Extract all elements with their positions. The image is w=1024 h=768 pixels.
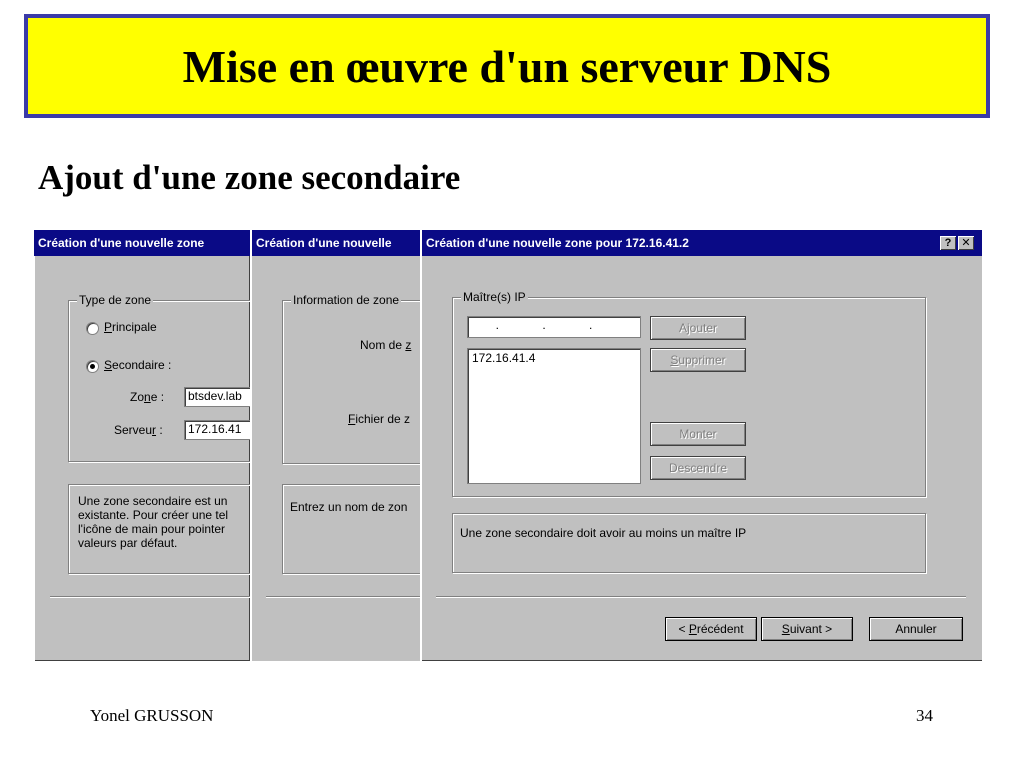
annuler-button[interactable]: Annuler bbox=[869, 617, 963, 641]
radio-principale-label[interactable]: Principale bbox=[104, 320, 157, 334]
slide-title-box bbox=[24, 14, 990, 118]
descendre-button[interactable]: Descendre bbox=[650, 456, 746, 480]
dialog3-description-box bbox=[452, 513, 926, 573]
dialog-ip-masters bbox=[420, 230, 982, 661]
dialog3-title: Création d'une nouvelle zone pour 172.16.41.2 bbox=[426, 236, 689, 250]
dialog-zone-info bbox=[250, 230, 422, 661]
radio-secondaire-label[interactable]: Secondaire : bbox=[104, 358, 172, 372]
help-button[interactable]: ? bbox=[940, 236, 956, 250]
dialog2-titlebar: Création d'une nouvelle bbox=[252, 230, 422, 256]
radio-secondaire[interactable] bbox=[86, 360, 99, 373]
fichier-zone-label: Fichier de z bbox=[348, 412, 411, 426]
slide-title: Mise en œuvre d'un serveur DNS bbox=[182, 40, 832, 92]
dialog1-titlebar: Création d'une nouvelle zone bbox=[34, 230, 250, 256]
footer-author: Yonel GRUSSON bbox=[90, 706, 214, 725]
dialog-zone-type bbox=[34, 230, 250, 661]
dialog3-separator bbox=[436, 596, 966, 598]
dialog3-titlebar bbox=[422, 230, 982, 256]
precedent-button[interactable]: < Précédent bbox=[665, 617, 757, 641]
serveur-label: Serveur : bbox=[114, 423, 163, 437]
footer-page-number: 34 bbox=[916, 706, 933, 725]
monter-button[interactable]: Monter bbox=[650, 422, 746, 446]
zone-info-group bbox=[282, 293, 422, 464]
close-icon[interactable]: ✕ bbox=[958, 236, 974, 250]
ip-master-list[interactable] bbox=[467, 348, 641, 484]
dialog2-description-box bbox=[282, 484, 422, 574]
ajouter-button[interactable]: Ajouter bbox=[650, 316, 746, 340]
dialog1-separator bbox=[50, 596, 250, 598]
ip-address-input[interactable]: . . . bbox=[467, 316, 641, 338]
dialog3-description: Une zone secondaire doit avoir au moins un maître IP bbox=[460, 526, 747, 540]
ip-list-item[interactable]: 172.16.41.4 bbox=[472, 351, 536, 365]
zone-label: Zone : bbox=[130, 390, 165, 404]
slide-subtitle: Ajout d'une zone secondaire bbox=[38, 158, 461, 197]
dialog2-separator bbox=[266, 596, 422, 598]
zone-input[interactable]: btsdev.lab bbox=[184, 387, 250, 407]
dialog1-description: Une zone secondaire est un existante. Pour créer une tel l'icône de main pour pointer valeurs par défaut. bbox=[78, 494, 229, 550]
suivant-button[interactable]: Suivant > bbox=[761, 617, 853, 641]
serveur-input[interactable]: 172.16.41 bbox=[184, 420, 250, 440]
supprimer-button[interactable]: Supprimer bbox=[650, 348, 746, 372]
zone-info-group-label: Information de zone bbox=[293, 293, 400, 307]
dialog2-description: Entrez un nom de zon bbox=[290, 500, 408, 514]
radio-principale[interactable] bbox=[86, 322, 99, 335]
nom-zone-label: Nom de z bbox=[360, 338, 412, 352]
embedded-screenshot bbox=[34, 230, 982, 661]
ip-masters-group-label: Maître(s) IP bbox=[463, 290, 526, 304]
zone-type-group-label: Type de zone bbox=[79, 293, 152, 307]
